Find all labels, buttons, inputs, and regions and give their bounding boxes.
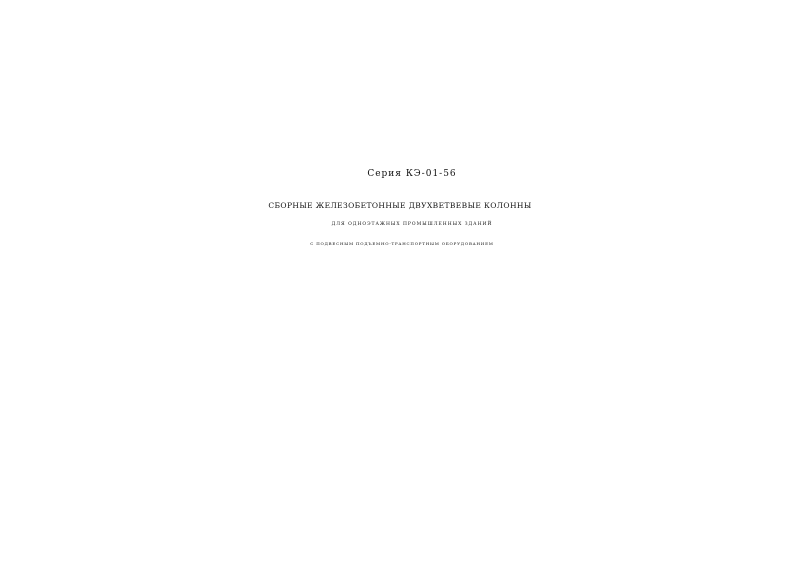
document-subtitle-line-1: ДЛЯ ОДНОЭТАЖНЫХ ПРОМЫШЛЕННЫХ ЗДАНИЙ [331,222,493,227]
document-title: СБОРНЫЕ ЖЕЛЕЗОБЕТОННЫЕ ДВУХВЕТВЕВЫЕ КОЛОННЫ [268,201,532,210]
series-number: Серия КЭ-01-56 [367,169,457,179]
document-subtitle-line-2: С ПОДВЕСНЫМ ПОДЪЕМНО-ТРАНСПОРТНЫМ ОБОРУДОВАНИЕМ [310,241,494,246]
